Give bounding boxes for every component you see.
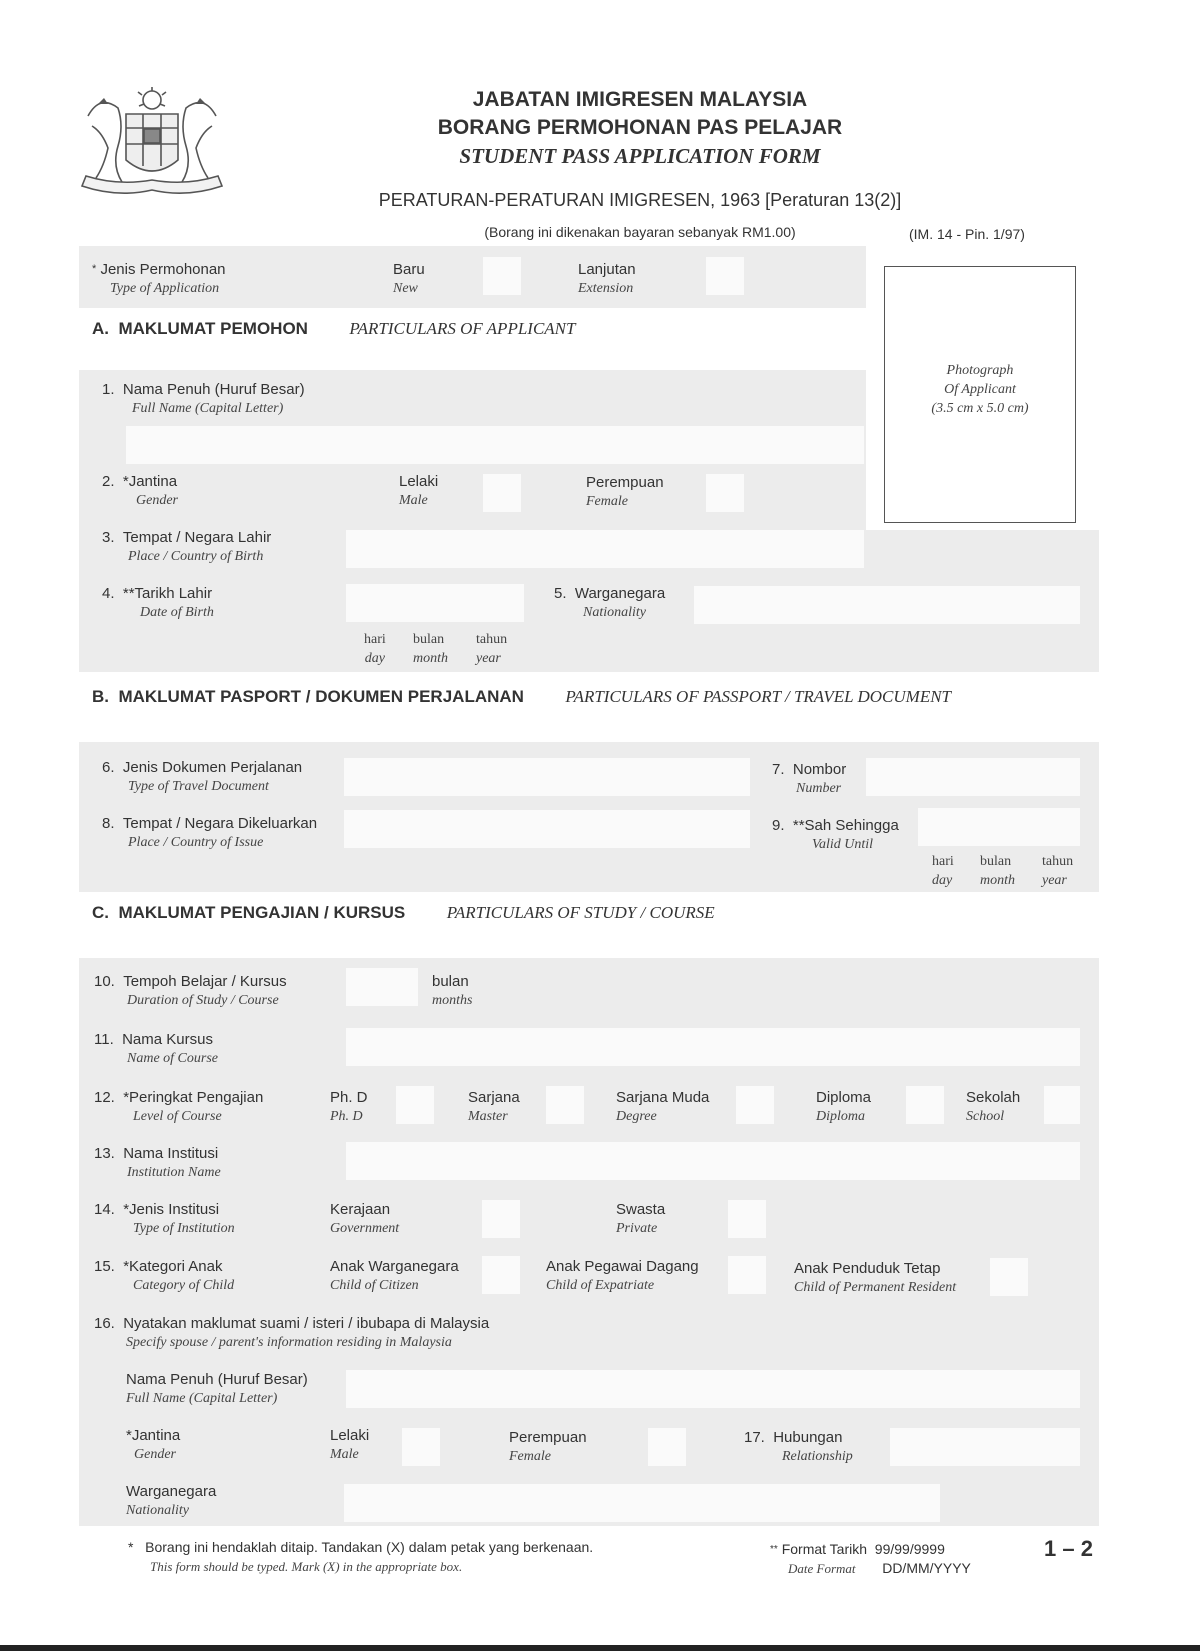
place-of-birth-input[interactable] [346,530,864,568]
parent-name-label: Nama Penuh (Huruf Besar) [126,1371,308,1388]
application-extension-checkbox[interactable] [706,257,744,295]
photo-label-3: (3.5 cm x 5.0 cm) [931,401,1029,416]
coat-of-arms-emblem [78,86,228,202]
level-master-checkbox[interactable] [546,1086,584,1124]
q13-label-en: Institution Name [127,1165,221,1180]
level-diploma-label: Diploma [816,1089,872,1106]
header-form-title-ms: BORANG PERMOHONAN PAS PELAJAR [437,116,843,139]
level-phd-label-en: Ph. D [330,1109,363,1124]
parent-female-label-en: Female [509,1449,551,1464]
level-school-checkbox[interactable] [1044,1086,1080,1124]
q17-label-en: Relationship [782,1449,853,1464]
parent-male-checkbox[interactable] [402,1428,440,1466]
q9-label-en: Valid Until [812,837,874,852]
q15-label-en: Category of Child [133,1278,235,1293]
q1-label-en: Full Name (Capital Letter) [132,401,284,416]
q6-label: 6. Jenis Dokumen Perjalanan [102,759,303,776]
parent-name-label-en: Full Name (Capital Letter) [126,1391,278,1406]
level-degree-checkbox[interactable] [736,1086,774,1124]
photo-box[interactable] [884,266,1076,523]
q12-label: 12. *Peringkat Pengajian [94,1089,264,1106]
section-b-title: B. MAKLUMAT PASPORT / DOKUMEN PERJALANAN [92,687,524,706]
q4-label-en: Date of Birth [140,605,214,620]
footer-note-en: This form should be typed. Mark (X) in the appropriate box. [150,1559,463,1574]
section-a-title: A. MAKLUMAT PEMOHON [92,319,308,338]
section-c-title: C. MAKLUMAT PENGAJIAN / KURSUS [92,903,406,922]
q7-label: 7. Nombor [772,761,847,778]
child-pr-label-en: Child of Permanent Resident [794,1280,957,1295]
q2-label-en: Gender [136,493,178,508]
travel-document-type-input[interactable] [344,758,750,796]
course-name-input[interactable] [346,1028,1080,1066]
q2-label: 2. *Jantina [102,473,178,490]
parent-gender-label: *Jantina [126,1427,181,1444]
q8-label: 8. Tempat / Negara Dikeluarkan [102,815,318,832]
parent-nationality-input[interactable] [344,1484,940,1522]
dob-day-label: hari [364,632,386,647]
footer-note: * Borang ini hendaklah ditaip. Tandakan (X) dalam petak yang berkenaan. [128,1539,594,1555]
photo-label-1: Photograph [946,363,1014,378]
institution-private-label: Swasta [616,1201,666,1218]
photo-label-2: Of Applicant [944,382,1016,397]
parent-nationality-label: Warganegara [126,1483,217,1500]
parent-male-label: Lelaki [330,1427,370,1444]
institution-gov-label-en: Government [330,1221,400,1236]
valid-month-label: bulan [980,854,1012,869]
parent-full-name-input[interactable] [346,1370,1080,1408]
footer-date-format-en: Date Format DD/MM/YYYY [788,1560,971,1576]
form-code: (IM. 14 - Pin. 1/97) [909,226,1025,242]
q11-label: 11. Nama Kursus [94,1031,213,1048]
gender-male-checkbox[interactable] [483,474,521,512]
valid-month-label-en: month [980,873,1015,888]
header-fee-note: (Borang ini dikenakan bayaran sebanyak RM1.00) [484,224,796,240]
level-degree-label-en: Degree [616,1109,657,1124]
duration-unit-label: bulan [432,973,469,990]
institution-private-checkbox[interactable] [728,1200,766,1238]
level-degree-label: Sarjana Muda [616,1089,710,1106]
section-c-title-en: PARTICULARS OF STUDY / COURSE [446,903,715,922]
dob-year-label-en: year [476,651,501,666]
child-expatriate-checkbox[interactable] [728,1256,766,1294]
valid-until-input[interactable] [918,808,1080,846]
institution-private-label-en: Private [616,1221,658,1236]
footer-date-format: ** Format Tarikh 99/99/9999 [770,1541,945,1557]
q1-label: 1. Nama Penuh (Huruf Besar) [102,381,305,398]
level-phd-label: Ph. D [330,1089,368,1106]
q11-label-en: Name of Course [127,1051,218,1066]
full-name-input[interactable] [126,426,864,464]
gender-male-label-en: Male [399,493,428,508]
document-number-input[interactable] [866,758,1080,796]
level-phd-checkbox[interactable] [396,1086,434,1124]
q16-label-en: Specify spouse / parent's information residing in Malaysia [126,1335,452,1350]
dob-month-label: bulan [413,632,445,647]
gender-female-label: Perempuan [586,474,664,491]
date-of-birth-input[interactable] [346,584,524,622]
q8-label-en: Place / Country of Issue [128,835,264,850]
application-new-label: Baru [393,261,425,278]
q7-label-en: Number [796,781,842,796]
parent-nationality-label-en: Nationality [126,1503,189,1518]
q12-label-en: Level of Course [133,1109,222,1124]
child-pr-label: Anak Penduduk Tetap [794,1260,941,1277]
q4-label: 4. **Tarikh Lahir [102,585,213,602]
parent-female-label: Perempuan [509,1429,587,1446]
child-citizen-label: Anak Warganegara [330,1258,459,1275]
q3-label: 3. Tempat / Negara Lahir [102,529,272,546]
valid-day-label: hari [932,854,954,869]
dob-month-label-en: month [413,651,448,666]
level-school-label: Sekolah [966,1089,1021,1106]
gender-female-checkbox[interactable] [706,474,744,512]
child-expatriate-label-en: Child of Expatriate [546,1278,655,1293]
q16-label: 16. Nyatakan maklumat suami / isteri / ibubapa di Malaysia [94,1315,490,1332]
q6-label-en: Type of Travel Document [128,779,269,794]
section-a-title-en: PARTICULARS OF APPLICANT [349,319,576,338]
q5-label: 5. Warganegara [554,585,666,602]
level-master-label-en: Master [468,1109,508,1124]
child-citizen-label-en: Child of Citizen [330,1278,419,1293]
institution-name-input[interactable] [346,1142,1080,1180]
level-diploma-label-en: Diploma [816,1109,865,1124]
section-b-title-en: PARTICULARS OF PASSPORT / TRAVEL DOCUMENT [565,687,952,706]
q9-label: 9. **Sah Sehingga [772,817,899,834]
bottom-edge-line [0,1645,1200,1651]
application-type-label: * Jenis Permohonan [92,261,226,278]
dob-year-label: tahun [476,632,508,647]
institution-gov-checkbox[interactable] [482,1200,520,1238]
child-pr-checkbox[interactable] [990,1258,1028,1296]
nationality-input[interactable] [694,586,1080,624]
level-school-label-en: School [966,1109,1005,1124]
institution-gov-label: Kerajaan [330,1201,391,1218]
parent-male-label-en: Male [330,1447,359,1462]
level-diploma-checkbox[interactable] [906,1086,944,1124]
child-citizen-checkbox[interactable] [482,1256,520,1294]
application-type-label-en: Type of Application [110,281,220,296]
application-new-label-en: New [393,281,418,296]
child-expatriate-label: Anak Pegawai Dagang [546,1258,699,1275]
q14-label: 14. *Jenis Institusi [94,1201,220,1218]
q17-label: 17. Hubungan [744,1429,843,1446]
application-extension-label-en: Extension [578,281,634,296]
valid-year-label-en: year [1042,873,1067,888]
gender-male-label: Lelaki [399,473,439,490]
header-form-title-en: STUDENT PASS APPLICATION FORM [459,144,821,168]
dob-day-label-en: day [364,651,385,666]
study-duration-input[interactable] [346,968,418,1006]
q10-label: 10. Tempoh Belajar / Kursus [94,973,287,990]
valid-day-label-en: day [932,873,953,888]
place-of-issue-input[interactable] [344,810,750,848]
duration-unit-label-en: months [432,993,473,1008]
parent-gender-label-en: Gender [134,1447,176,1462]
q13-label: 13. Nama Institusi [94,1145,219,1162]
relationship-input[interactable] [890,1428,1080,1466]
header-department: JABATAN IMIGRESEN MALAYSIA [472,88,808,111]
application-new-checkbox[interactable] [483,257,521,295]
q15-label: 15. *Kategori Anak [94,1258,223,1275]
q3-label-en: Place / Country of Birth [128,549,264,564]
page-number: 1 – 2 [1044,1536,1093,1561]
q5-label-en: Nationality [583,605,646,620]
q14-label-en: Type of Institution [133,1221,235,1236]
gender-female-label-en: Female [586,494,628,509]
q10-label-en: Duration of Study / Course [127,993,279,1008]
level-master-label: Sarjana [468,1089,520,1106]
valid-year-label: tahun [1042,854,1074,869]
parent-female-checkbox[interactable] [648,1428,686,1466]
header-regulation: PERATURAN-PERATURAN IMIGRESEN, 1963 [Peraturan 13(2)] [378,190,902,210]
application-extension-label: Lanjutan [578,261,636,278]
